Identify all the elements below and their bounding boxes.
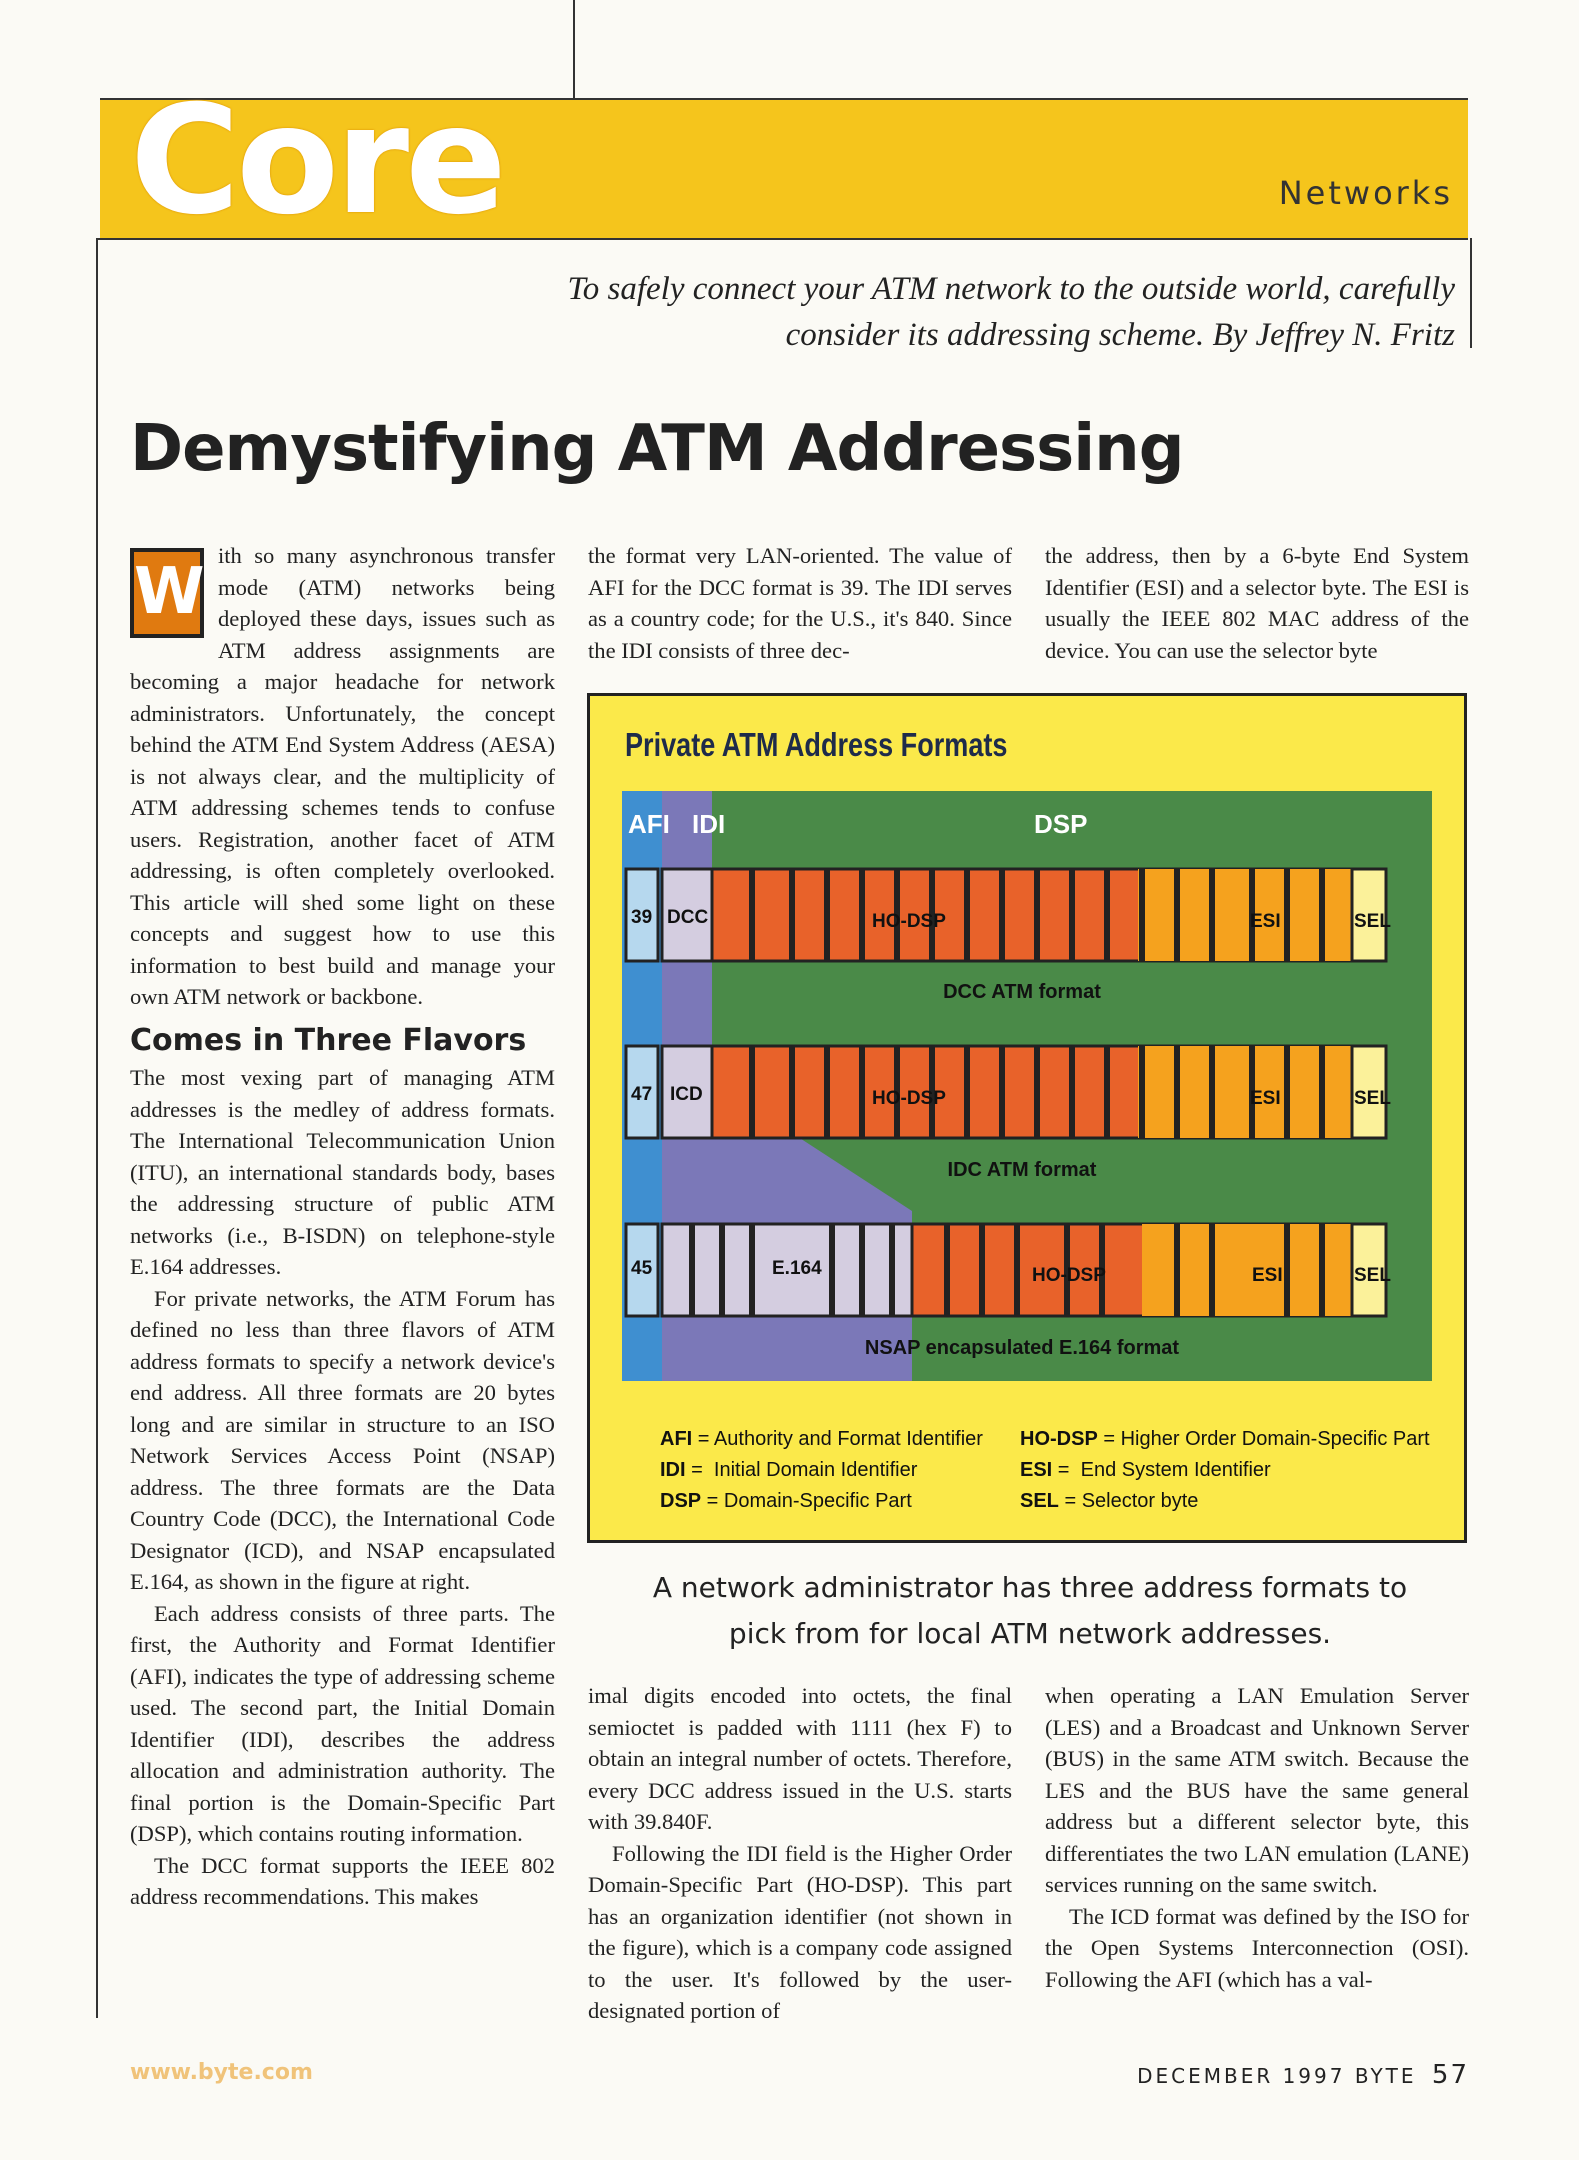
sel-label: SEL (1354, 1265, 1391, 1286)
sel-label: SEL (1354, 911, 1391, 932)
intro-paragraph: W ith so many asynchronous transfer mode (ATM) networks being deployed these days, issues such as ATM address assignments are becoming a major headache for network administrators. Unfortunately, the concept behind the ATM End System Address (AESA) is not always clear, and the multiplicity of ATM addressing schemes tends to confuse users. Registration, another facet of ATM addressing, is often completely overlooked. This article will shed some light on these concepts and suggest how to use this information to best build and manage your own ATM network or backbone. (130, 543, 555, 1009)
deck-text: To safely connect your ATM network to the outside world, carefully consider its addressing scheme. (567, 271, 1455, 353)
paragraph: the format very LAN-oriented. The value of AFI for the DCC format is 39. The IDI serves as a country code; for the U.S., it's 840. Since the IDI consists of three dec- (588, 543, 1012, 663)
afi-band-label: AFI (628, 809, 670, 839)
legend-item: IDI = Initial Domain Identifier (660, 1459, 918, 1481)
drop-cap: W (130, 548, 204, 638)
byline: By Jeffrey N. Fritz (1212, 317, 1455, 353)
issue-label: DECEMBER 1997 BYTE (1137, 2064, 1417, 2088)
page-number: 57 (1431, 2060, 1469, 2090)
idi-label: ICD (670, 1084, 703, 1105)
afi-value: 47 (631, 1084, 653, 1105)
left-column-rule (96, 238, 98, 2018)
address-formats-figure (587, 693, 1467, 1543)
paragraph: imal digits encoded into octets, the final semioctet is padded with 1111 (hex F) to obtain an integral number of octets. Therefore, every DCC address issued in the U.S. starts with 39.840F. (588, 1683, 1012, 1834)
paragraph: The ICD format was defined by the ISO for the Open Systems Interconnection (OSI). Following the AFI (which has a val- (1045, 1903, 1469, 1992)
column-3-bottom (1045, 1680, 1469, 1995)
figure-caption: A network administrator has three address formats to pick from for local ATM network addresses. (652, 1571, 1408, 1650)
format-caption: DCC ATM format (943, 981, 1101, 1003)
format-caption: IDC ATM format (947, 1159, 1097, 1181)
legend-item: SEL = Selector byte (1020, 1490, 1199, 1512)
paragraph: The DCC format supports the IEEE 802 address recommendations. This makes (130, 1852, 555, 1909)
address-format-diagram (622, 791, 1432, 1401)
column-2-top (588, 540, 1012, 666)
paragraph: The most vexing part of managing ATM addresses is the medley of address formats. The International Telecommunication Union (ITU), an international standards body, bases the addressing structure of public ATM networks (i.e., B-ISDN) on telephone-style E.164 addresses. (130, 1065, 555, 1279)
legend-item: ESI = End System Identifier (1020, 1459, 1271, 1481)
top-divider (573, 0, 575, 100)
sel-label: SEL (1354, 1088, 1391, 1109)
paragraph: the address, then by a 6-byte End System Identifier (ESI) and a selector byte. The ESI is usually the IEEE 802 MAC address of the device. You can use the selector byte (1045, 543, 1469, 663)
idi-label: DCC (667, 907, 709, 928)
legend-item: AFI = Authority and Format Identifier (660, 1428, 983, 1450)
format-caption: NSAP encapsulated E.164 format (864, 1337, 1180, 1359)
idi-band-label: IDI (692, 809, 726, 839)
column-1 (130, 540, 555, 1913)
right-deck-rule (1470, 238, 1472, 348)
paragraph: when operating a LAN Emulation Server (LES) and a Broadcast and Unknown Server (BUS) in the same ATM switch. Because the LES and the BUS have the same general address but a different selector byte, this differentiates the two LAN emulation (LANE) services running on the same switch. (1045, 1683, 1469, 1897)
hodsp-label: HO-DSP (872, 911, 946, 932)
footer-url[interactable]: www.byte.com (130, 2060, 313, 2085)
hodsp-label: HO-DSP (872, 1088, 946, 1109)
legend-item: HO-DSP = Higher Order Domain-Specific Part (1020, 1428, 1430, 1450)
column-2-bottom (588, 1680, 1012, 2027)
afi-value: 39 (631, 907, 653, 928)
section-label: Networks (1278, 174, 1453, 212)
paragraph: Each address consists of three parts. The first, the Authority and Format Identifier (AFI), indicates the type of addressing scheme used. The second part, the Initial Domain Identifier (IDI), describes the address allocation and administration authority. The final portion is the Domain-Specific Part (DSP), which contains routing information. (130, 1600, 555, 1846)
esi-label: ESI (1250, 911, 1281, 932)
idi-label: E.164 (772, 1258, 822, 1279)
hodsp-label: HO-DSP (1032, 1265, 1106, 1286)
paragraph: For private networks, the ATM Forum has defined no less than three flavors of ATM address formats to specify a network device's end address. All three formats are 20 bytes long and are similar in structure to an ISO Network Services Access Point (NSAP) address. The three formats are the Data Country Code (DCC), the International Code Designator (ICD), and NSAP encapsulated E.164, as shown in the figure at right. (130, 1285, 555, 1594)
core-logo: Core (130, 74, 503, 248)
subhead: Comes in Three Flavors (130, 1022, 527, 1058)
legend-item: DSP = Domain-Specific Part (660, 1490, 912, 1512)
dsp-band-label: DSP (1034, 809, 1088, 839)
legend-right (1020, 1424, 1430, 1517)
paragraph: Following the IDI field is the Higher Order Domain-Specific Part (HO-DSP). This part has an organization identifier (not shown in the figure), which is a company code assigned to the user. It's followed by the user-designated portion of (588, 1840, 1012, 2023)
article-title: Demystifying ATM Addressing (130, 412, 1184, 486)
esi-label: ESI (1252, 1265, 1283, 1286)
afi-value: 45 (631, 1258, 653, 1279)
figure-title: Private ATM Address Formats (625, 726, 1008, 763)
legend-left (660, 1424, 983, 1517)
article-deck (495, 266, 1455, 358)
column-3-top (1045, 540, 1469, 666)
footer-folio (1137, 2060, 1469, 2090)
esi-label: ESI (1250, 1088, 1281, 1109)
